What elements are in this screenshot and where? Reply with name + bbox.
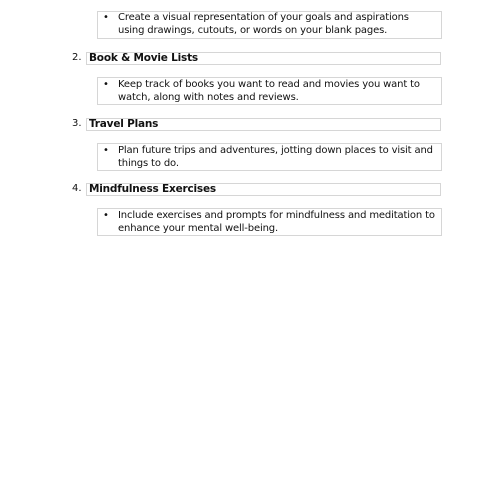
bullet-symbol: • [103,79,109,90]
list-number: 2. [72,52,82,63]
list-number: 4. [72,183,82,194]
heading-book-movie-lists: Book & Movie Lists [89,52,198,64]
list-number: 3. [72,118,82,129]
bullet-text-book-movie: Keep track of books you want to read and movies you want to watch, along with notes and reviews. [118,79,420,103]
bullet-text-vision-board: Create a visual representation of your goals and aspirations using drawings, cutouts, or words on your blank pages. [118,12,409,36]
bullet-text-mindfulness: Include exercises and prompts for mindfulness and meditation to enhance your mental well-being. [118,210,435,234]
bullet-symbol: • [103,12,109,23]
heading-travel-plans: Travel Plans [89,118,159,130]
bullet-text-travel: Plan future trips and adventures, jotting down places to visit and things to do. [118,145,433,169]
bullet-symbol: • [103,210,109,221]
bullet-symbol: • [103,145,109,156]
heading-mindfulness-exercises: Mindfulness Exercises [89,183,216,195]
